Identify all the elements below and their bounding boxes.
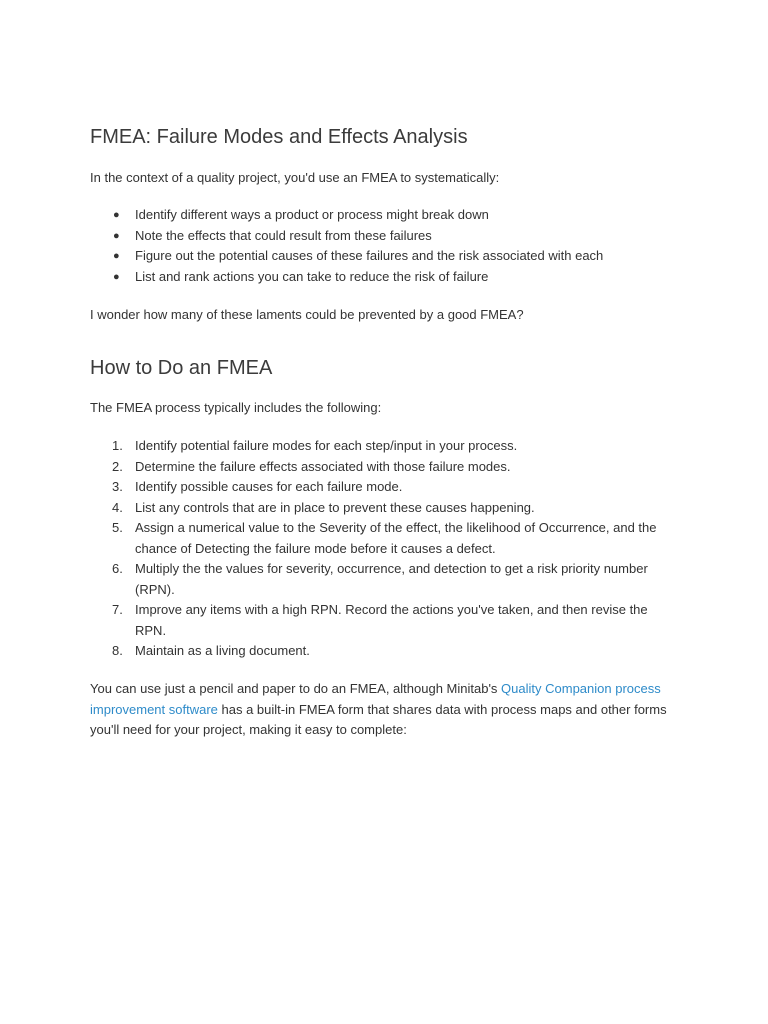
- steps-list: [90, 436, 680, 662]
- page-title: FMEA: Failure Modes and Effects Analysis: [90, 126, 468, 148]
- list-item: 5. Assign a numerical value to the Severity of the effect, the likelihood of Occurrence, and the chance of Detecting the failure mode before it causes a defect.: [112, 520, 657, 556]
- bullet-list: [90, 205, 680, 287]
- list-item: ● Identify different ways a product or process might break down: [90, 205, 680, 226]
- list-item: ● List and rank actions you can take to reduce the risk of failure: [90, 267, 680, 288]
- bullet-icon: ●: [113, 209, 120, 221]
- quality-companion-link[interactable]: Quality Companion process improvement software: [90, 681, 661, 717]
- intro-paragraph: In the context of a quality project, you'd use an FMEA to systematically:: [90, 170, 500, 185]
- list-item: ● Note the effects that could result from these failures: [90, 226, 680, 247]
- list-item: 2. Determine the failure effects associated with those failure modes.: [112, 458, 511, 474]
- process-intro-paragraph: The FMEA process typically includes the following:: [90, 400, 382, 415]
- list-item: 6. Multiply the the values for severity, occurrence, and detection to get a risk priority number (RPN).: [112, 561, 648, 597]
- bullet-icon: ●: [113, 229, 120, 242]
- wonder-paragraph: I wonder how many of these laments could be prevented by a good FMEA?: [90, 307, 524, 322]
- list-item: 3. Identify possible causes for each failure mode.: [112, 479, 403, 494]
- list-item: 4. List any controls that are in place to prevent these causes happening.: [112, 499, 535, 515]
- section-heading: How to Do an FMEA: [90, 357, 273, 379]
- bullet-icon: ●: [113, 270, 120, 283]
- bullet-icon: ●: [113, 250, 120, 262]
- list-item: 8. Maintain as a living document.: [112, 643, 310, 658]
- list-item: 7. Improve any items with a high RPN. Record the actions you've taken, and then revise the RPN.: [112, 602, 648, 638]
- list-item: ● Figure out the potential causes of these failures and the risk associated with each: [90, 246, 680, 267]
- list-item: 1. Identify potential failure modes for each step/input in your process.: [112, 438, 518, 453]
- closing-paragraph: You can use just a pencil and paper to do an FMEA, although Minitab's Quality Companion process improvement software has a built-in FMEA form that shares data with process maps and other forms you'll need for your project, making it easy to complete:: [90, 681, 667, 737]
